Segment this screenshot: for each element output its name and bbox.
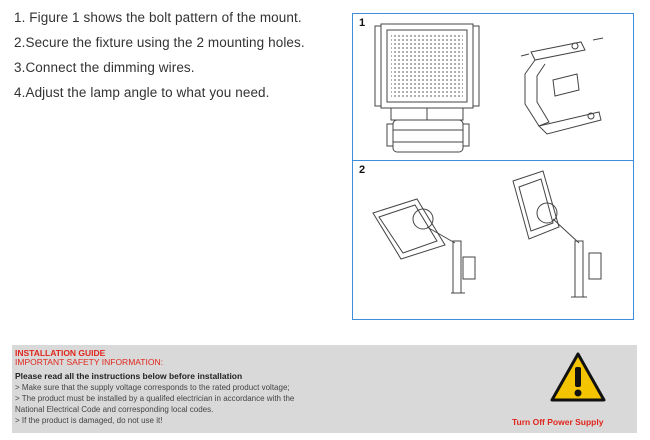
led-grid [391, 34, 463, 98]
step-4: 4.Adjust the lamp angle to what you need. [14, 85, 270, 100]
figure-1-number: 1 [359, 17, 366, 29]
safety-line: > The product must be installed by a qualifed electrician in accordance with the [15, 394, 295, 403]
guide-subtitle: IMPORTANT SAFETY INFORMATION: [15, 357, 163, 367]
figure-1-drawing [353, 14, 633, 160]
warning-triangle-icon [549, 351, 607, 403]
guide-safety-list [15, 382, 415, 426]
safety-line: > If the product is damaged, do not use it! [15, 416, 163, 425]
guide-read-instructions: Please read all the instructions below before installation [15, 371, 243, 381]
step-3: 3.Connect the dimming wires. [14, 60, 195, 75]
turn-off-power-label: Turn Off Power Supply [512, 417, 604, 427]
figure-2-panel [352, 160, 634, 320]
instruction-steps [14, 10, 349, 110]
step-2: 2.Secure the fixture using the 2 mounting holes. [14, 35, 305, 50]
installation-guide-panel [12, 345, 637, 433]
tilted-lamp-left [373, 199, 475, 293]
mounting-bracket [521, 38, 603, 134]
guide-title: INSTALLATION GUIDE [15, 348, 106, 358]
figure-2-number: 2 [359, 164, 366, 176]
figure-1-panel [352, 13, 634, 161]
safety-line: > Make sure that the supply voltage corresponds to the rated product voltage; [15, 383, 290, 392]
figure-2-drawing [353, 161, 633, 319]
safety-line: National Electrical Code and corresponding local codes. [15, 405, 214, 414]
tilted-lamp-right [513, 171, 601, 297]
step-1: 1. Figure 1 shows the bolt pattern of the mount. [14, 10, 302, 25]
